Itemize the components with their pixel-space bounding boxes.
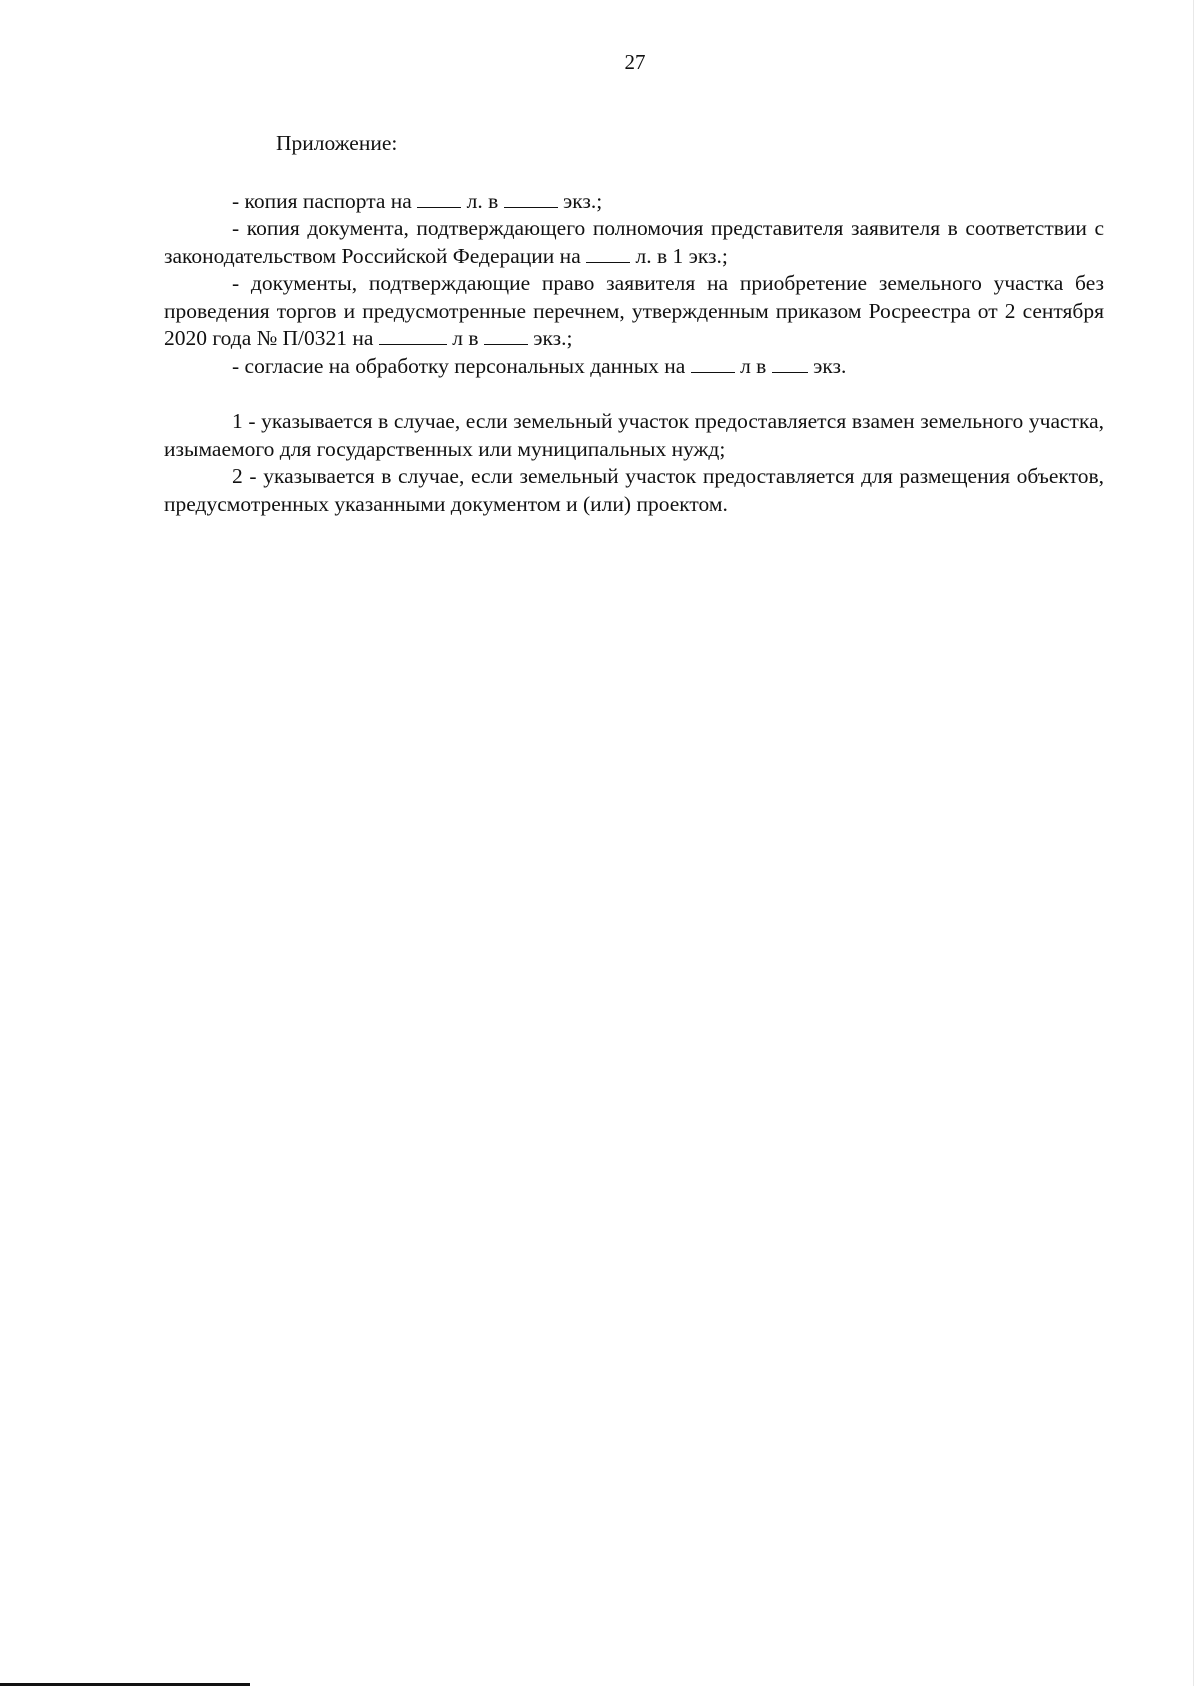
blank-field xyxy=(484,326,528,345)
blank-field xyxy=(504,189,558,208)
blank-field xyxy=(772,354,808,373)
footnote-1: 1 - указывается в случае, если земельный участок предоставляется взамен земельного участка, изымаемого для государственных или муниципальных нужд; xyxy=(164,409,1104,461)
footnote-2: 2 - указывается в случае, если земельный участок предоставляется для размещения объектов, предусмотренных указанными документом и (или) проектом. xyxy=(164,464,1104,516)
attachment-consent: - согласие на обработку персональных данных на л в экз. xyxy=(232,353,847,378)
blank-field xyxy=(691,354,735,373)
blank-field xyxy=(586,244,630,263)
scan-edge-right xyxy=(1193,0,1194,1686)
blank-field xyxy=(379,326,447,345)
page-number: 27 xyxy=(624,50,646,74)
attachment-representative: - копия документа, подтверждающего полномочия представителя заявителя в соответствии с законодательством Российской Федерации на л. в 1 экз.; xyxy=(164,216,1104,268)
blank-field xyxy=(417,189,461,208)
attachment-passport: - копия паспорта на л. в экз.; xyxy=(232,188,603,213)
document-body xyxy=(164,130,1104,518)
attachments-heading: Приложение: xyxy=(276,131,398,155)
attachment-rights: - документы, подтверждающие право заявителя на приобретение земельного участка без проведения торгов и предусмотренные перечнем, утвержденным приказом Росреестра от 2 сентября 2020 года № П/0321 на л в экз.; xyxy=(164,271,1104,350)
